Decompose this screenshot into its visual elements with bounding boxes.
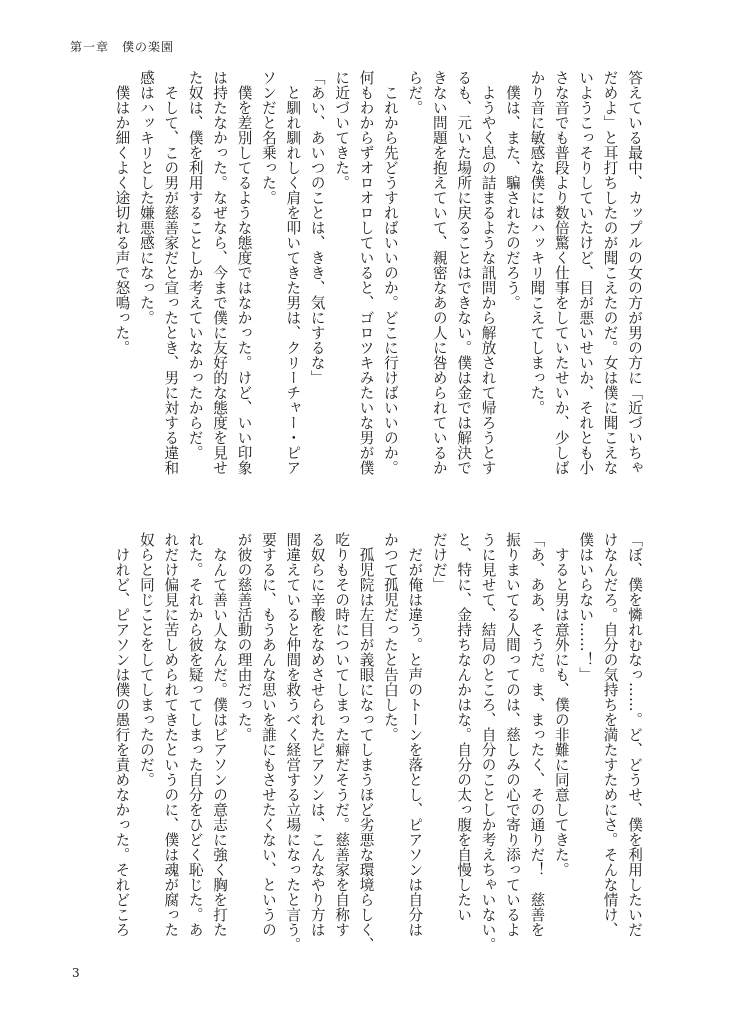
text-line: 答えている最中、カップルの女の方が男の方に「近づいちゃ [626, 70, 643, 475]
page-number: 3 [72, 966, 80, 980]
text-line: かり音に敏感な僕にはハッキリ聞こえてしまった。 [528, 70, 546, 415]
text-line: るも、元いた場所に戻ることはできない。僕は金では解決で [455, 70, 473, 475]
text-line: いようこっそりしていたけど、目が悪いせいか、それとも小 [577, 70, 595, 475]
text-line: ようやく息の詰まるような訊問から解放されて帰ろうとす [479, 70, 497, 475]
text-line: 僕はか細くよく途切れる声で怒鳴った。 [113, 70, 131, 355]
text-line: れた。それから彼を疑ってしまった自分をひどく恥じた。あ [186, 532, 204, 937]
text-line: うに見せて、結局のところ、自分のことしか考えちゃいない。 [479, 532, 497, 952]
text-line: と、特に、金持ちなんかはな。自分の太っ腹を自慢したい [455, 532, 473, 922]
text-line: きない問題を抱えていて、親密なあの人に咎められているか [430, 70, 448, 475]
text-line: れだけ偏見に苦しめられてきたというのに、僕は魂が腐った [162, 532, 180, 937]
text-line: だめよ」と耳打ちしたのが聞こえたのだ。女は僕に聞こえな [601, 70, 619, 475]
text-line: そして、この男が慈善家だと宣ったとき、男に対する違和 [162, 70, 180, 475]
text-block-lower [54, 532, 646, 968]
text-line: と馴れ馴れしく肩を叩いてきた男は、クリーチャー・ピア [284, 70, 302, 475]
text-line: だけだ」 [430, 532, 448, 592]
text-line: かつて孤児だったと告白した。 [381, 532, 399, 742]
text-line: ソンだと名乗った。 [259, 70, 277, 205]
text-line: 振りまいてる人間ってのは、慈しみの心で寄り添っているよ [503, 532, 521, 937]
text-block-upper [54, 70, 646, 506]
text-line: けなんだろ。自分の気持ちを満たすためにさ。そんな情け、 [601, 532, 619, 937]
text-line: 感はハッキリとした嫌悪感になった。 [137, 70, 155, 325]
text-line: だが俺は違う。と声のトーンを落とし、ピアソンは自分は [406, 532, 424, 937]
text-line: けれど、ピアソンは僕の愚行を責めなかった。それどころ [113, 532, 131, 937]
text-line: 「あ、ああ、そうだ。ま、まったく、その通りだ！ 慈善を [528, 532, 546, 937]
text-line: が彼の慈善活動の理由だった。 [235, 532, 253, 742]
text-line: 「あい、あいつのことは、きき、気にするな」 [308, 70, 326, 385]
text-line: さな音でも普段より数倍驚く仕事をしていたせいか、少しば [552, 70, 570, 475]
text-line: 「ぼ、僕を憐れむなっ……。ど、どうせ、僕を利用したいだ [626, 532, 643, 937]
text-line: 奴らと同じことをしてしまったのだ。 [137, 532, 155, 787]
text-line: 吃りもその時についてしまった癖だそうだ。慈善家を自称す [333, 532, 351, 937]
text-line: 間違えていると仲間を救うべく経営する立場になったと言う。 [284, 532, 302, 952]
text-line: 僕は、また、騙されたのだろう。 [503, 70, 521, 310]
text-line: 僕を差別してるような態度ではなかった。けど、いい印象 [235, 70, 253, 475]
text-line: た奴は、僕を利用することしか考えていなかったからだ。 [186, 70, 204, 460]
text-line: なんて善い人なんだ。僕はピアソンの意志に強く胸を打た [211, 532, 229, 937]
text-line: 僕はいらない……！」 [577, 532, 595, 682]
text-line: これから先どうすればいいのか。どこに行けばいいのか。 [381, 70, 399, 475]
running-header: 第一章 僕の楽園 [70, 40, 175, 54]
text-line: る奴らに辛酸をなめさせられたピアソンは、こんなやり方は [308, 532, 326, 937]
text-line: は持たなかった。なぜなら、今まで僕に友好的な態度を見せ [211, 70, 229, 475]
text-line: らだ。 [406, 70, 424, 115]
text-line: すると男は意外にも、僕の非難に同意してきた。 [552, 532, 570, 877]
text-line: 孤児院は左目が義眼になってしまうほど劣悪な環境らしく、 [357, 532, 375, 952]
text-line: 要するに、もうあんな思いを誰にもさせたくない、というの [259, 532, 277, 937]
text-line: に近づいてきた。 [333, 70, 351, 190]
text-line: 何もわからずオロオロしていると、ゴロツキみたいな男が僕 [357, 70, 375, 475]
